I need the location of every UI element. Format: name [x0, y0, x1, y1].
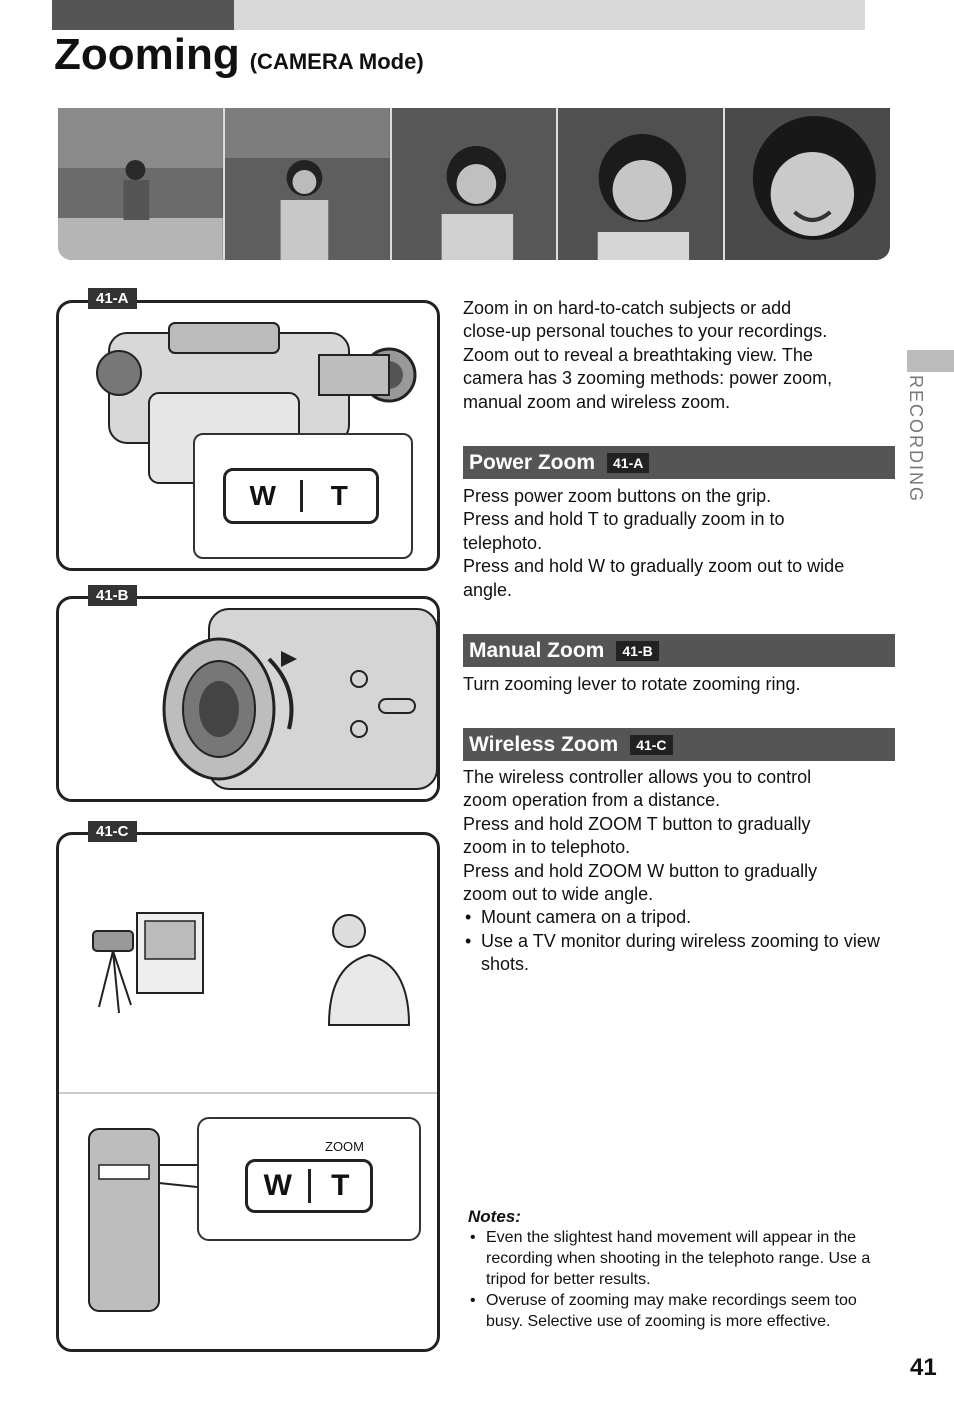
figure-41c: [56, 832, 440, 1352]
manual-zoom-heading: [463, 634, 895, 667]
figure-tag-41b: 41-B: [88, 585, 137, 606]
power-zoom-rocker: [223, 468, 379, 524]
remote-zoom-label: ZOOM: [325, 1139, 364, 1154]
header-bar: [52, 0, 865, 30]
power-zoom-line: telephoto.: [463, 532, 543, 553]
note-item: • Overuse of zooming may make recordings seem too busy. Selective use of zooming is more effective.: [468, 1290, 888, 1332]
power-zoom-title: Power Zoom: [469, 450, 596, 474]
intro-line: camera has 3 zooming methods: power zoom,: [463, 368, 833, 389]
power-zoom-text: [463, 485, 893, 602]
notes-heading: Notes:: [468, 1207, 521, 1226]
wireless-zoom-line: The wireless controller allows you to control: [463, 767, 812, 787]
wireless-zoom-line: Press and hold ZOOM W button to gradually: [463, 860, 818, 881]
intro-line: Zoom out to reveal a breathtaking view. The: [463, 344, 813, 365]
figure-tag-41c: 41-C: [88, 821, 137, 842]
page-number: 41: [910, 1354, 937, 1381]
power-zoom-line: Press and hold T to gradually zoom in to: [463, 509, 785, 530]
notes-section: [468, 1206, 888, 1332]
photo-frame-3: [392, 108, 559, 260]
power-zoom-heading: [463, 446, 895, 479]
intro-line: manual zoom and wireless zoom.: [463, 391, 731, 412]
side-tab-label: RECORDING: [906, 375, 926, 504]
zoom-w-button: W: [226, 480, 303, 512]
intro-line: Zoom in on hard-to-catch subjects or add: [463, 298, 792, 318]
manual-zoom-line: Turn zooming lever to rotate zooming ring.: [463, 674, 801, 694]
power-zoom-line: Press power zoom buttons on the grip.: [463, 486, 772, 506]
wireless-zoom-heading: [463, 728, 895, 761]
remote-zoom-t-button: T: [331, 1169, 350, 1202]
manual-zoom-title: Manual Zoom: [469, 638, 605, 662]
figure-tag-41a: 41-A: [88, 288, 137, 309]
wireless-zoom-title: Wireless Zoom: [469, 732, 619, 756]
intro-line: close-up personal touches to your recordings.: [463, 321, 828, 342]
wireless-zoom-bullet: • Use a TV monitor during wireless zooming to view shots.: [463, 930, 893, 977]
note-item: • Even the slightest hand movement will appear in the recording when shooting in the telephoto range. Use a tripod for better results.: [468, 1227, 888, 1290]
wireless-zoom-line: zoom operation from a distance.: [463, 790, 721, 811]
photo-frame-1: [58, 108, 225, 260]
remote-zoom-buttons: [245, 1159, 373, 1213]
zoom-lever-illustration: [59, 599, 437, 799]
side-tab-marker: [907, 350, 954, 372]
power-zoom-line: angle.: [463, 579, 513, 600]
wireless-zoom-illustration: [59, 835, 437, 1349]
photo-frame-5: [725, 108, 890, 260]
page-subtitle: (CAMERA Mode): [249, 49, 424, 74]
zoom-t-button: T: [330, 480, 348, 511]
wireless-zoom-line: zoom in to telephoto.: [463, 837, 631, 858]
wireless-zoom-text: [463, 766, 893, 977]
figure-41b: [56, 596, 440, 802]
wireless-zoom-ref: 41-C: [630, 735, 672, 755]
zoom-sequence-photo-strip: [58, 108, 890, 260]
intro-text: [463, 297, 893, 414]
wireless-zoom-bullet: • Mount camera on a tripod.: [463, 906, 893, 929]
photo-frame-4: [558, 108, 725, 260]
figure-41a: [56, 300, 440, 571]
page-title-text: Zooming: [54, 30, 240, 79]
manual-zoom-ref: 41-B: [616, 641, 658, 661]
manual-zoom-text: [463, 673, 893, 696]
page-title: [54, 30, 424, 80]
header-bar-accent: [52, 0, 234, 30]
photo-frame-2: [225, 108, 392, 260]
remote-zoom-w-button: W: [248, 1169, 311, 1203]
wireless-zoom-line: Press and hold ZOOM T button to gradually: [463, 813, 811, 834]
wireless-zoom-line: zoom out to wide angle.: [463, 884, 654, 905]
power-zoom-ref: 41-A: [607, 453, 649, 473]
power-zoom-line: Press and hold W to gradually zoom out to wide: [463, 556, 845, 577]
